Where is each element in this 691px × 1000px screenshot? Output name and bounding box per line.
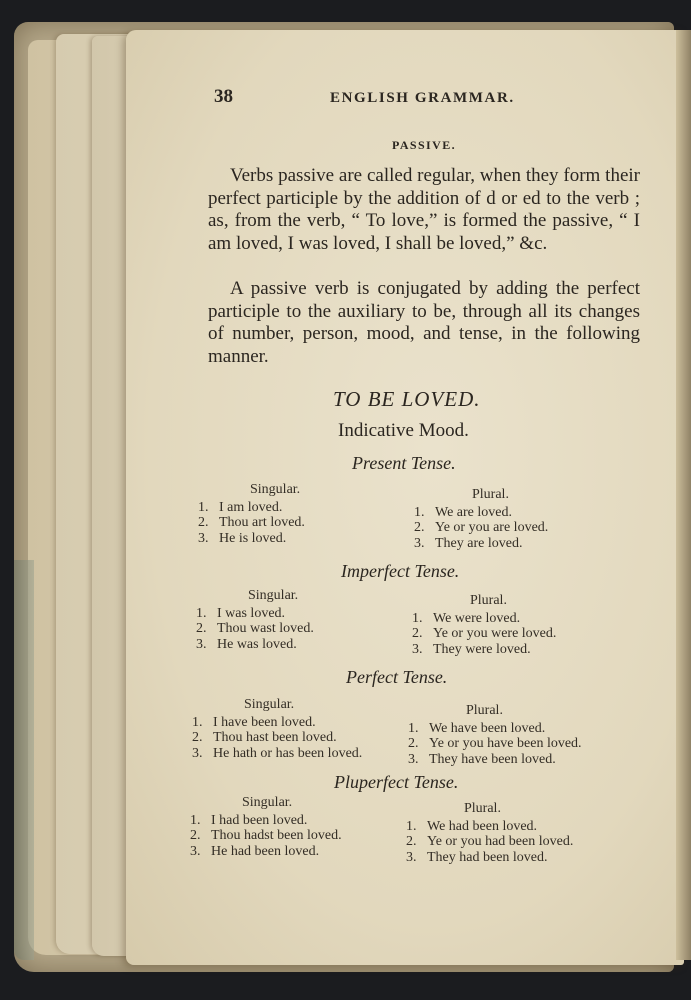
- row-number: 1.: [406, 818, 417, 834]
- plural-column: [406, 801, 573, 865]
- row-number: 1.: [192, 714, 203, 730]
- column-header: Singular.: [248, 588, 299, 603]
- conjugation-row: [406, 850, 573, 866]
- column-header: Plural.: [472, 487, 509, 502]
- column-header: Singular.: [244, 697, 295, 712]
- column-header: Singular.: [242, 795, 293, 810]
- row-text: We are loved.: [435, 504, 512, 520]
- row-text: We were loved.: [433, 610, 521, 626]
- section-heading: PASSIVE.: [392, 138, 456, 152]
- row-number: 2.: [192, 730, 203, 745]
- row-text: He hath or has been loved.: [213, 745, 363, 761]
- singular-column: [192, 697, 362, 761]
- row-number: 2.: [414, 520, 425, 535]
- row-number: 1.: [408, 720, 419, 736]
- row-text: Thou hast been loved.: [213, 730, 337, 745]
- row-text: We have been loved.: [429, 720, 546, 736]
- row-number: 3.: [196, 636, 207, 652]
- singular-column: [198, 482, 305, 546]
- row-number: 3.: [190, 843, 201, 859]
- plural-column: [408, 703, 582, 767]
- conjugation-row: [198, 500, 305, 516]
- row-number: 3.: [414, 535, 425, 551]
- conjugation-row: [406, 834, 573, 850]
- row-text: I am loved.: [219, 499, 283, 515]
- row-text: They were loved.: [433, 641, 531, 657]
- conjugation-row: [190, 813, 342, 829]
- conjugation-row: [192, 746, 362, 762]
- row-number: 3.: [198, 530, 209, 546]
- conjugation-row: [196, 637, 314, 653]
- row-number: 2.: [196, 621, 207, 636]
- plural-column: [414, 487, 548, 551]
- row-text: I have been loved.: [213, 714, 316, 730]
- row-text: I was loved.: [217, 605, 286, 621]
- row-text: Thou wast loved.: [217, 621, 314, 636]
- row-text: We had been loved.: [427, 818, 538, 834]
- tense-heading: Present Tense.: [352, 453, 456, 473]
- row-number: 2.: [408, 736, 419, 751]
- row-text: I had been loved.: [211, 812, 308, 828]
- row-number: 2.: [412, 626, 423, 641]
- conjugation-row: [412, 626, 556, 642]
- row-text: They are loved.: [435, 535, 523, 551]
- row-number: 2.: [406, 834, 417, 849]
- conjugation-row: [408, 721, 582, 737]
- singular-column: [196, 588, 314, 652]
- row-text: He had been loved.: [211, 843, 320, 859]
- conjugation-row: [412, 611, 556, 627]
- conjugation-row: [408, 736, 582, 752]
- row-text: Ye or you are loved.: [435, 520, 549, 535]
- row-number: 1.: [198, 499, 209, 515]
- conjugation-row: [408, 752, 582, 768]
- paragraph: [208, 165, 640, 255]
- row-text: Ye or you were loved.: [433, 626, 557, 641]
- row-text: Ye or you have been loved.: [429, 736, 582, 751]
- tense-heading: Pluperfect Tense.: [334, 772, 459, 792]
- tense-heading: Perfect Tense.: [346, 667, 448, 687]
- paragraph-text: A passive verb is conjugated by adding the perfect participle to the auxiliary to be, through all its changes of number, person, mood, and tense, in the following manner.: [208, 278, 640, 367]
- row-text: They had been loved.: [427, 849, 548, 865]
- row-text: Ye or you had been loved.: [427, 834, 574, 849]
- conjugation-row: [196, 606, 314, 622]
- row-text: He was loved.: [217, 636, 297, 652]
- column-header: Singular.: [250, 482, 301, 497]
- paragraph-text: Verbs passive are called regular, when they form their perfect participle by the addition of d or ed to the verb ; as, from the verb, “ To love,” is formed the passive, “ I am loved, I was loved, I shall be loved,” &c.: [208, 165, 640, 254]
- conjugation-row: [198, 515, 305, 531]
- row-number: 3.: [412, 641, 423, 657]
- conjugation-row: [406, 819, 573, 835]
- tense-heading: Imperfect Tense.: [341, 561, 460, 581]
- cover-board: [14, 560, 34, 960]
- conjugation-row: [412, 642, 556, 658]
- row-text: Thou art loved.: [219, 515, 305, 530]
- paragraph: [208, 278, 640, 368]
- conjugation-row: [196, 621, 314, 637]
- facing-page-edge: [676, 30, 691, 960]
- page-number: 38: [214, 86, 233, 107]
- conjugation-row: [192, 715, 362, 731]
- row-number: 1.: [196, 605, 207, 621]
- row-text: He is loved.: [219, 530, 287, 546]
- conjugation-row: [414, 505, 548, 521]
- mood-heading: Indicative Mood.: [338, 420, 469, 441]
- running-title: ENGLISH GRAMMAR.: [330, 90, 515, 106]
- conjugation-row: [198, 531, 305, 547]
- conjugation-row: [190, 844, 342, 860]
- row-number: 1.: [412, 610, 423, 626]
- row-number: 3.: [408, 751, 419, 767]
- conjugation-row: [190, 828, 342, 844]
- column-header: Plural.: [466, 703, 503, 718]
- plural-column: [412, 593, 556, 657]
- conjugation-row: [414, 536, 548, 552]
- row-number: 2.: [190, 828, 201, 843]
- row-number: 1.: [190, 812, 201, 828]
- singular-column: [190, 795, 342, 859]
- row-number: 3.: [406, 849, 417, 865]
- row-number: 3.: [192, 745, 203, 761]
- conjugation-row: [192, 730, 362, 746]
- conjugation-row: [414, 520, 548, 536]
- column-header: Plural.: [464, 801, 501, 816]
- row-number: 2.: [198, 515, 209, 530]
- column-header: Plural.: [470, 593, 507, 608]
- row-number: 1.: [414, 504, 425, 520]
- conjugation-title: TO BE LOVED.: [333, 387, 481, 411]
- row-text: Thou hadst been loved.: [211, 828, 342, 843]
- row-text: They have been loved.: [429, 751, 556, 767]
